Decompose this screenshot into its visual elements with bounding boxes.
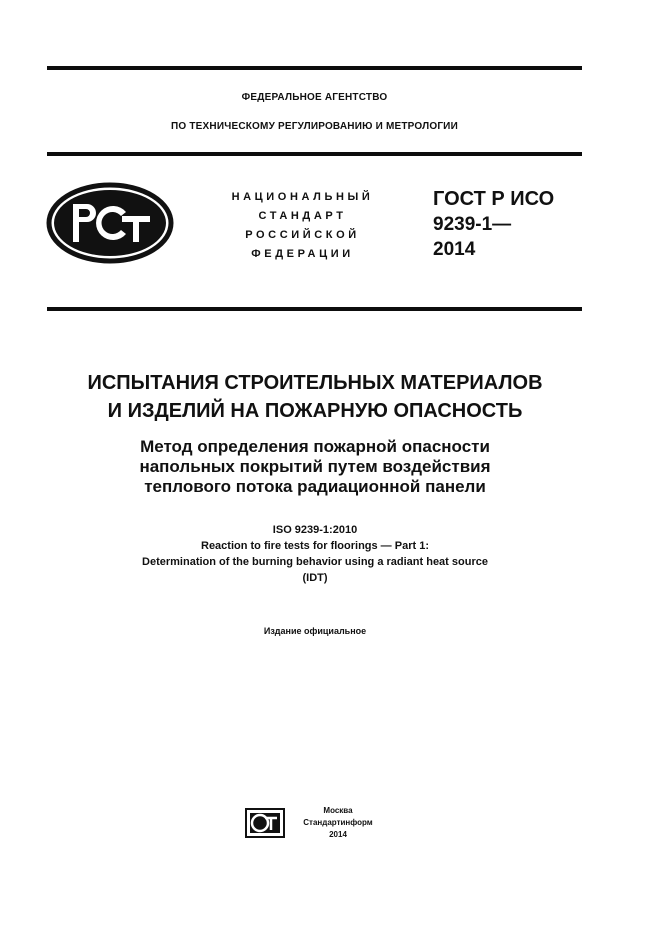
iso-reference-line: (IDT) [302,572,328,584]
standard-type-line: СТАНДАРТ [258,210,347,222]
standard-type-line: РОССИЙСКОЙ [245,229,360,241]
designation-line-2: 9239-1— [433,214,512,235]
main-title-line: ИСПЫТАНИЯ СТРОИТЕЛЬНЫХ МАТЕРИАЛОВ [87,372,543,394]
agency-line-2: ПО ТЕХНИЧЕСКОМУ РЕГУЛИРОВАНИЮ И МЕТРОЛОГИИ [171,121,458,132]
publisher-city: Москва [323,806,353,815]
iso-reference-line: Reaction to fire tests for floorings — Part 1: [201,540,429,552]
designation-line-1: ГОСТ Р ИСО [433,188,555,210]
designation-line-3: 2014 [433,239,476,260]
top-rule [47,66,582,70]
publisher-year: 2014 [329,830,347,839]
edition-label: Издание официальное [263,626,367,636]
iso-reference-line: ISO 9239-1:2010 [272,524,358,536]
standard-type-line: НАЦИОНАЛЬНЫЙ [231,191,374,203]
rst-certification-mark-icon [46,182,174,264]
title-rule [47,307,582,311]
iso-reference-line: Determination of the burning behavior using a radiant heat source [142,556,488,568]
subtitle-line: теплового потока радиационной панели [144,477,486,496]
standard-designation [433,187,554,262]
main-title-line: И ИЗДЕЛИЙ НА ПОЖАРНУЮ ОПАСНОСТЬ [107,400,523,422]
subtitle-line: Метод определения пожарной опасности [140,437,490,456]
standartinform-logo-icon [245,808,285,838]
subtitle-line: напольных покрытий путем воздействия [139,457,491,476]
agency-line-1: ФЕДЕРАЛЬНОЕ АГЕНТСТВО [241,92,388,103]
subtitle [30,437,600,497]
iso-reference [60,522,570,586]
header-rule [47,152,582,156]
publisher-block [290,805,386,841]
standard-type [205,188,400,264]
publisher-name: Стандартинформ [303,818,373,827]
standard-type-line: ФЕДЕРАЦИИ [251,248,354,260]
main-title [30,369,600,425]
